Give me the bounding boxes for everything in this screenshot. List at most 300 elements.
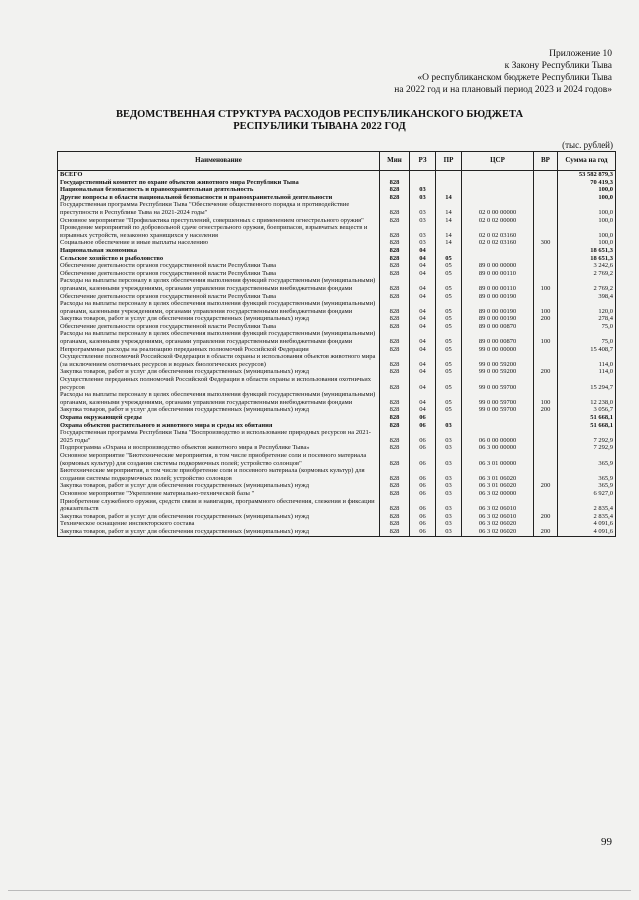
cell-pr bbox=[436, 414, 462, 422]
document-title bbox=[40, 109, 599, 133]
cell-sum: 75,0 bbox=[558, 330, 616, 345]
cell-csr: 89 0 00 00870 bbox=[462, 323, 534, 331]
appendix-line: на 2022 год и на плановый период 2023 и 2024 годов» bbox=[394, 85, 612, 95]
cell-sum: 2 769,2 bbox=[558, 270, 616, 278]
cell-rz: 04 bbox=[410, 247, 436, 255]
cell-csr: 99 0 00 59200 bbox=[462, 353, 534, 368]
cell-sum: 100,0 bbox=[558, 201, 616, 216]
cell-sum: 15 408,7 bbox=[558, 346, 616, 354]
column-header-csr: ЦСР bbox=[462, 152, 534, 171]
cell-min: 828 bbox=[380, 422, 410, 430]
table-row bbox=[58, 391, 616, 406]
cell-sum: 114,0 bbox=[558, 353, 616, 368]
cell-pr: 03 bbox=[436, 498, 462, 513]
table-row bbox=[58, 179, 616, 187]
cell-name: Другие вопросы в области национальной безопасности и правоохранительной деятельности bbox=[58, 194, 380, 202]
cell-pr: 05 bbox=[436, 406, 462, 414]
cell-vr bbox=[534, 255, 558, 263]
cell-name: Обеспечение деятельности органов государственной власти Республики Тыва bbox=[58, 293, 380, 301]
cell-name: Социальное обеспечение и иные выплаты населению bbox=[58, 239, 380, 247]
table-row bbox=[58, 406, 616, 414]
scan-edge-divider bbox=[8, 890, 631, 891]
cell-pr bbox=[436, 179, 462, 187]
cell-min: 828 bbox=[380, 277, 410, 292]
cell-name: Национальная экономика bbox=[58, 247, 380, 255]
cell-sum: 120,0 bbox=[558, 300, 616, 315]
cell-rz: 04 bbox=[410, 376, 436, 391]
cell-csr: 99 0 00 59200 bbox=[462, 368, 534, 376]
cell-min: 828 bbox=[380, 353, 410, 368]
cell-csr: 99 0 00 00000 bbox=[462, 346, 534, 354]
cell-name: Проведение мероприятий по добровольной сдаче огнестрельного оружия, боеприпасов, взрывчатых веществ и взрывных устройств, незаконно хранящихся у населения bbox=[58, 224, 380, 239]
cell-rz: 06 bbox=[410, 482, 436, 490]
cell-vr bbox=[534, 247, 558, 255]
cell-csr: 06 3 02 06020 bbox=[462, 520, 534, 528]
table-row bbox=[58, 482, 616, 490]
cell-rz: 06 bbox=[410, 429, 436, 444]
table-row bbox=[58, 300, 616, 315]
cell-rz: 03 bbox=[410, 194, 436, 202]
cell-pr: 05 bbox=[436, 270, 462, 278]
cell-name: Биотехнические мероприятия, в том числе приобретение соли и посевного материала (кормовых культур) для создания системы подкормочных полей; устройство солонцов bbox=[58, 467, 380, 482]
cell-csr: 06 3 02 06020 bbox=[462, 528, 534, 536]
table-row bbox=[58, 444, 616, 452]
table-row bbox=[58, 293, 616, 301]
cell-vr bbox=[534, 346, 558, 354]
cell-sum: 100,0 bbox=[558, 239, 616, 247]
table-row bbox=[58, 239, 616, 247]
cell-rz bbox=[410, 179, 436, 187]
cell-min: 828 bbox=[380, 293, 410, 301]
cell-csr: 89 0 00 00110 bbox=[462, 270, 534, 278]
cell-vr bbox=[534, 186, 558, 194]
table-row bbox=[58, 270, 616, 278]
cell-sum: 114,0 bbox=[558, 368, 616, 376]
cell-name: Сельское хозяйство и рыболовство bbox=[58, 255, 380, 263]
column-header-sum: Сумма на год bbox=[558, 152, 616, 171]
cell-name: Обеспечение деятельности органов государственной власти Республики Тыва bbox=[58, 323, 380, 331]
cell-pr: 03 bbox=[436, 482, 462, 490]
cell-csr: 06 0 00 00000 bbox=[462, 429, 534, 444]
appendix-line: Приложение 10 bbox=[549, 49, 612, 59]
cell-pr bbox=[436, 186, 462, 194]
cell-csr: 02 0 02 00000 bbox=[462, 217, 534, 225]
title-line: РЕСПУБЛИКИ ТЫВАНА 2022 ГОД bbox=[233, 121, 406, 132]
cell-csr bbox=[462, 422, 534, 430]
cell-min: 828 bbox=[380, 247, 410, 255]
table-row bbox=[58, 498, 616, 513]
cell-min: 828 bbox=[380, 444, 410, 452]
cell-vr: 100 bbox=[534, 330, 558, 345]
cell-csr: 02 0 02 03160 bbox=[462, 224, 534, 239]
cell-name: Обеспечение деятельности органов государственной власти Республики Тыва bbox=[58, 270, 380, 278]
cell-min: 828 bbox=[380, 315, 410, 323]
cell-rz: 04 bbox=[410, 353, 436, 368]
cell-sum: 6 927,0 bbox=[558, 490, 616, 498]
cell-sum: 18 651,3 bbox=[558, 255, 616, 263]
cell-csr: 99 0 00 59700 bbox=[462, 406, 534, 414]
cell-pr: 14 bbox=[436, 239, 462, 247]
cell-vr bbox=[534, 262, 558, 270]
title-line: ВЕДОМСТВЕННАЯ СТРУКТУРА РАСХОДОВ РЕСПУБЛИКАНСКОГО БЮДЖЕТА bbox=[115, 109, 524, 120]
cell-pr: 14 bbox=[436, 201, 462, 216]
cell-pr: 03 bbox=[436, 490, 462, 498]
cell-rz: 04 bbox=[410, 330, 436, 345]
page-number: 99 bbox=[601, 836, 612, 848]
cell-sum: 3 056,7 bbox=[558, 406, 616, 414]
cell-rz: 06 bbox=[410, 520, 436, 528]
cell-vr bbox=[534, 171, 558, 179]
table-row bbox=[58, 315, 616, 323]
table-row bbox=[58, 330, 616, 345]
cell-sum: 2 769,2 bbox=[558, 277, 616, 292]
cell-vr: 200 bbox=[534, 513, 558, 521]
cell-name: Государственный комитет по охране объектов животного мира Республики Тыва bbox=[58, 179, 380, 187]
column-header-name: Наименование bbox=[58, 152, 380, 171]
cell-pr: 14 bbox=[436, 194, 462, 202]
cell-rz: 03 bbox=[410, 217, 436, 225]
cell-rz: 03 bbox=[410, 224, 436, 239]
cell-name: Основное мероприятие "Биотехнические мероприятия, в том числе приобретение соли и посевного материала (кормовых культур) для создания системы подкормочных полей; устройство солонцов" bbox=[58, 452, 380, 467]
table-row bbox=[58, 255, 616, 263]
cell-pr bbox=[436, 247, 462, 255]
cell-sum: 100,0 bbox=[558, 217, 616, 225]
cell-rz: 04 bbox=[410, 406, 436, 414]
cell-csr: 89 0 00 00190 bbox=[462, 300, 534, 315]
cell-min: 828 bbox=[380, 217, 410, 225]
cell-pr: 05 bbox=[436, 293, 462, 301]
cell-vr bbox=[534, 376, 558, 391]
cell-name: Расходы на выплаты персоналу в целях обеспечения выполнения функций государственными (муниципальными) органами, казенными учреждениями, органами управления государственными внебюджетными фондами bbox=[58, 330, 380, 345]
units-note: (тыс. рублей) bbox=[562, 140, 613, 150]
cell-rz: 06 bbox=[410, 452, 436, 467]
table-row bbox=[58, 247, 616, 255]
cell-name: Национальная безопасность и правоохранительная деятельность bbox=[58, 186, 380, 194]
cell-name: Закупка товаров, работ и услуг для обеспечения государственных (муниципальных) нужд bbox=[58, 513, 380, 521]
cell-vr bbox=[534, 270, 558, 278]
cell-vr bbox=[534, 217, 558, 225]
cell-rz: 04 bbox=[410, 270, 436, 278]
cell-pr: 14 bbox=[436, 224, 462, 239]
cell-pr: 05 bbox=[436, 330, 462, 345]
cell-pr: 03 bbox=[436, 429, 462, 444]
cell-csr bbox=[462, 194, 534, 202]
table-row bbox=[58, 414, 616, 422]
cell-min: 828 bbox=[380, 368, 410, 376]
table-row bbox=[58, 171, 616, 179]
table-body bbox=[58, 171, 616, 537]
appendix-header bbox=[312, 48, 612, 96]
cell-name: Закупка товаров, работ и услуг для обеспечения государственных (муниципальных) нужд bbox=[58, 315, 380, 323]
table-row bbox=[58, 528, 616, 536]
cell-vr: 100 bbox=[534, 300, 558, 315]
cell-min: 828 bbox=[380, 323, 410, 331]
cell-rz: 04 bbox=[410, 255, 436, 263]
cell-csr: 06 3 00 00000 bbox=[462, 444, 534, 452]
cell-pr: 03 bbox=[436, 520, 462, 528]
cell-rz: 04 bbox=[410, 300, 436, 315]
cell-rz: 03 bbox=[410, 239, 436, 247]
cell-sum: 365,9 bbox=[558, 482, 616, 490]
cell-pr: 03 bbox=[436, 422, 462, 430]
cell-rz: 06 bbox=[410, 422, 436, 430]
cell-min bbox=[380, 171, 410, 179]
column-header-vr: ВР bbox=[534, 152, 558, 171]
cell-min: 828 bbox=[380, 270, 410, 278]
cell-min: 828 bbox=[380, 330, 410, 345]
cell-csr bbox=[462, 255, 534, 263]
cell-sum: 278,4 bbox=[558, 315, 616, 323]
cell-vr: 200 bbox=[534, 482, 558, 490]
cell-vr: 300 bbox=[534, 239, 558, 247]
cell-name: Расходы на выплаты персоналу в целях обеспечения выполнения функций государственными (муниципальными) органами, казенными учреждениями, органами управления государственными внебюджетными фондами bbox=[58, 277, 380, 292]
table-row bbox=[58, 368, 616, 376]
cell-vr bbox=[534, 429, 558, 444]
cell-name: Приобретение служебного оружия, средств связи и навигации, программного обеспечения, слежения и фиксации доказательств bbox=[58, 498, 380, 513]
cell-name: Основное мероприятие "Профилактика преступлений, совершенных с применением огнестрельного оружия" bbox=[58, 217, 380, 225]
cell-pr: 14 bbox=[436, 217, 462, 225]
cell-rz: 04 bbox=[410, 277, 436, 292]
cell-vr bbox=[534, 467, 558, 482]
cell-vr: 200 bbox=[534, 315, 558, 323]
cell-name: ВСЕГО bbox=[58, 171, 380, 179]
cell-sum: 51 668,1 bbox=[558, 422, 616, 430]
cell-pr: 03 bbox=[436, 513, 462, 521]
cell-pr: 05 bbox=[436, 353, 462, 368]
cell-min: 828 bbox=[380, 482, 410, 490]
cell-name: Расходы на выплаты персоналу в целях обеспечения выполнения функций государственными (муниципальными) органами, казенными учреждениями, органами управления государственными внебюджетными фондами bbox=[58, 300, 380, 315]
table-row bbox=[58, 262, 616, 270]
cell-vr bbox=[534, 224, 558, 239]
cell-csr: 89 0 00 00110 bbox=[462, 277, 534, 292]
cell-min: 828 bbox=[380, 262, 410, 270]
cell-vr bbox=[534, 353, 558, 368]
cell-name: Охрана окружающей среды bbox=[58, 414, 380, 422]
table-row bbox=[58, 201, 616, 216]
cell-sum: 100,0 bbox=[558, 224, 616, 239]
cell-rz bbox=[410, 171, 436, 179]
cell-sum: 100,0 bbox=[558, 194, 616, 202]
cell-min: 828 bbox=[380, 452, 410, 467]
cell-pr: 05 bbox=[436, 346, 462, 354]
cell-min: 828 bbox=[380, 429, 410, 444]
column-header-pr: ПР bbox=[436, 152, 462, 171]
cell-min: 828 bbox=[380, 490, 410, 498]
cell-sum: 7 292,9 bbox=[558, 444, 616, 452]
cell-sum: 4 091,6 bbox=[558, 520, 616, 528]
table-row bbox=[58, 353, 616, 368]
cell-min: 828 bbox=[380, 346, 410, 354]
cell-csr: 99 0 00 59700 bbox=[462, 391, 534, 406]
cell-name: Закупка товаров, работ и услуг для обеспечения государственных (муниципальных) нужд bbox=[58, 482, 380, 490]
cell-min: 828 bbox=[380, 255, 410, 263]
cell-name: Закупка товаров, работ и услуг для обеспечения государственных (муниципальных) нужд bbox=[58, 406, 380, 414]
cell-sum: 3 242,6 bbox=[558, 262, 616, 270]
appendix-line: к Закону Республики Тыва bbox=[504, 61, 612, 71]
cell-vr bbox=[534, 498, 558, 513]
cell-min: 828 bbox=[380, 498, 410, 513]
cell-sum: 2 835,4 bbox=[558, 498, 616, 513]
cell-name: Расходы на выплаты персоналу в целях обеспечения выполнения функций государственными (муниципальными) органами, казенными учреждениями, органами управления государственными внебюджетными фондами bbox=[58, 391, 380, 406]
table-row bbox=[58, 224, 616, 239]
cell-vr bbox=[534, 293, 558, 301]
cell-rz: 04 bbox=[410, 323, 436, 331]
cell-csr: 06 3 02 06010 bbox=[462, 513, 534, 521]
cell-rz: 06 bbox=[410, 498, 436, 513]
cell-csr: 99 0 00 59700 bbox=[462, 376, 534, 391]
cell-vr: 200 bbox=[534, 528, 558, 536]
cell-sum: 398,4 bbox=[558, 293, 616, 301]
table-row bbox=[58, 467, 616, 482]
cell-name: Обеспечение деятельности органов государственной власти Республики Тыва bbox=[58, 262, 380, 270]
cell-sum: 365,9 bbox=[558, 452, 616, 467]
cell-csr bbox=[462, 414, 534, 422]
cell-rz: 04 bbox=[410, 368, 436, 376]
cell-pr: 05 bbox=[436, 315, 462, 323]
cell-name: Закупка товаров, работ и услуг для обеспечения государственных (муниципальных) нужд bbox=[58, 368, 380, 376]
cell-csr bbox=[462, 186, 534, 194]
cell-vr bbox=[534, 520, 558, 528]
cell-vr: 100 bbox=[534, 277, 558, 292]
expenditure-table bbox=[57, 151, 616, 537]
cell-pr: 05 bbox=[436, 391, 462, 406]
cell-pr: 05 bbox=[436, 368, 462, 376]
cell-min: 828 bbox=[380, 467, 410, 482]
cell-vr: 200 bbox=[534, 406, 558, 414]
cell-vr bbox=[534, 444, 558, 452]
cell-min: 828 bbox=[380, 513, 410, 521]
cell-sum: 18 651,3 bbox=[558, 247, 616, 255]
cell-rz: 03 bbox=[410, 186, 436, 194]
cell-rz: 04 bbox=[410, 391, 436, 406]
cell-sum: 12 238,0 bbox=[558, 391, 616, 406]
cell-csr: 89 0 00 00870 bbox=[462, 330, 534, 345]
column-header-rz: РЗ bbox=[410, 152, 436, 171]
cell-vr bbox=[534, 179, 558, 187]
cell-name: Государственная программа Республики Тыва "Обеспечение общественного порядка и противодействие преступности в Республике Тыва на 2021-2024 годы" bbox=[58, 201, 380, 216]
cell-sum: 100,0 bbox=[558, 186, 616, 194]
table-row bbox=[58, 490, 616, 498]
cell-csr: 06 3 02 06010 bbox=[462, 498, 534, 513]
table-row bbox=[58, 277, 616, 292]
cell-name: Подпрограмма «Охрана и воспроизводство объектов животного мира в Республике Тыва» bbox=[58, 444, 380, 452]
cell-name: Охрана объектов растительного и животного мира и среды их обитания bbox=[58, 422, 380, 430]
cell-rz: 06 bbox=[410, 490, 436, 498]
table-row bbox=[58, 376, 616, 391]
cell-name: Осуществление полномочий Российской Федерации в области охраны и использования объектов животного мира (за исключением охотничьих ресурсов и водных биологических ресурсов) bbox=[58, 353, 380, 368]
cell-min: 828 bbox=[380, 376, 410, 391]
cell-sum: 4 091,6 bbox=[558, 528, 616, 536]
cell-min: 828 bbox=[380, 179, 410, 187]
cell-name: Непрограммные расходы на реализацию переданных полномочий Российской Федерации bbox=[58, 346, 380, 354]
cell-min: 828 bbox=[380, 406, 410, 414]
table-row bbox=[58, 323, 616, 331]
cell-name: Техническое оснащение инспекторского состава bbox=[58, 520, 380, 528]
cell-csr bbox=[462, 247, 534, 255]
cell-rz: 03 bbox=[410, 201, 436, 216]
table-row bbox=[58, 217, 616, 225]
cell-pr: 05 bbox=[436, 277, 462, 292]
cell-pr: 03 bbox=[436, 444, 462, 452]
table-row bbox=[58, 520, 616, 528]
cell-vr: 100 bbox=[534, 391, 558, 406]
cell-csr: 06 3 01 00000 bbox=[462, 452, 534, 467]
cell-rz: 06 bbox=[410, 414, 436, 422]
cell-sum: 53 582 879,3 bbox=[558, 171, 616, 179]
cell-rz: 06 bbox=[410, 444, 436, 452]
cell-pr: 03 bbox=[436, 452, 462, 467]
table-row bbox=[58, 429, 616, 444]
cell-sum: 15 294,7 bbox=[558, 376, 616, 391]
cell-name: Осуществление переданных полномочий Российской Федерации в области охраны и использования охотничьих ресурсов bbox=[58, 376, 380, 391]
cell-vr bbox=[534, 194, 558, 202]
cell-csr: 06 3 01 06020 bbox=[462, 482, 534, 490]
cell-csr bbox=[462, 179, 534, 187]
cell-min: 828 bbox=[380, 239, 410, 247]
cell-vr bbox=[534, 452, 558, 467]
cell-min: 828 bbox=[380, 224, 410, 239]
cell-pr: 05 bbox=[436, 376, 462, 391]
cell-rz: 04 bbox=[410, 262, 436, 270]
cell-pr: 05 bbox=[436, 323, 462, 331]
cell-vr bbox=[534, 414, 558, 422]
cell-min: 828 bbox=[380, 186, 410, 194]
cell-rz: 06 bbox=[410, 528, 436, 536]
cell-rz: 06 bbox=[410, 513, 436, 521]
cell-vr bbox=[534, 422, 558, 430]
cell-min: 828 bbox=[380, 414, 410, 422]
cell-sum: 365,9 bbox=[558, 467, 616, 482]
cell-pr bbox=[436, 171, 462, 179]
cell-rz: 04 bbox=[410, 293, 436, 301]
cell-min: 828 bbox=[380, 391, 410, 406]
cell-vr bbox=[534, 323, 558, 331]
cell-name: Закупка товаров, работ и услуг для обеспечения государственных (муниципальных) нужд bbox=[58, 528, 380, 536]
appendix-line: «О республиканском бюджете Республики Тыва bbox=[417, 73, 612, 83]
cell-vr bbox=[534, 490, 558, 498]
cell-min: 828 bbox=[380, 528, 410, 536]
cell-rz: 04 bbox=[410, 315, 436, 323]
cell-csr: 06 3 02 00000 bbox=[462, 490, 534, 498]
table-row bbox=[58, 346, 616, 354]
table-row bbox=[58, 186, 616, 194]
cell-csr bbox=[462, 171, 534, 179]
cell-sum: 2 835,4 bbox=[558, 513, 616, 521]
cell-csr: 89 0 00 00190 bbox=[462, 293, 534, 301]
table-row bbox=[58, 194, 616, 202]
table-row bbox=[58, 513, 616, 521]
cell-min: 828 bbox=[380, 194, 410, 202]
cell-csr: 89 0 00 00190 bbox=[462, 315, 534, 323]
cell-min: 828 bbox=[380, 520, 410, 528]
cell-name: Основное мероприятие "Укрепление материально-технической базы " bbox=[58, 490, 380, 498]
cell-pr: 05 bbox=[436, 300, 462, 315]
cell-csr: 89 0 00 00000 bbox=[462, 262, 534, 270]
cell-csr: 02 0 00 00000 bbox=[462, 201, 534, 216]
cell-csr: 06 3 01 06020 bbox=[462, 467, 534, 482]
cell-csr: 02 0 02 03160 bbox=[462, 239, 534, 247]
cell-rz: 04 bbox=[410, 346, 436, 354]
cell-sum: 51 668,1 bbox=[558, 414, 616, 422]
cell-sum: 7 292,9 bbox=[558, 429, 616, 444]
cell-pr: 05 bbox=[436, 255, 462, 263]
cell-vr: 200 bbox=[534, 368, 558, 376]
cell-pr: 03 bbox=[436, 528, 462, 536]
cell-pr: 03 bbox=[436, 467, 462, 482]
cell-sum: 75,0 bbox=[558, 323, 616, 331]
table-row bbox=[58, 452, 616, 467]
column-header-min: Мин bbox=[380, 152, 410, 171]
